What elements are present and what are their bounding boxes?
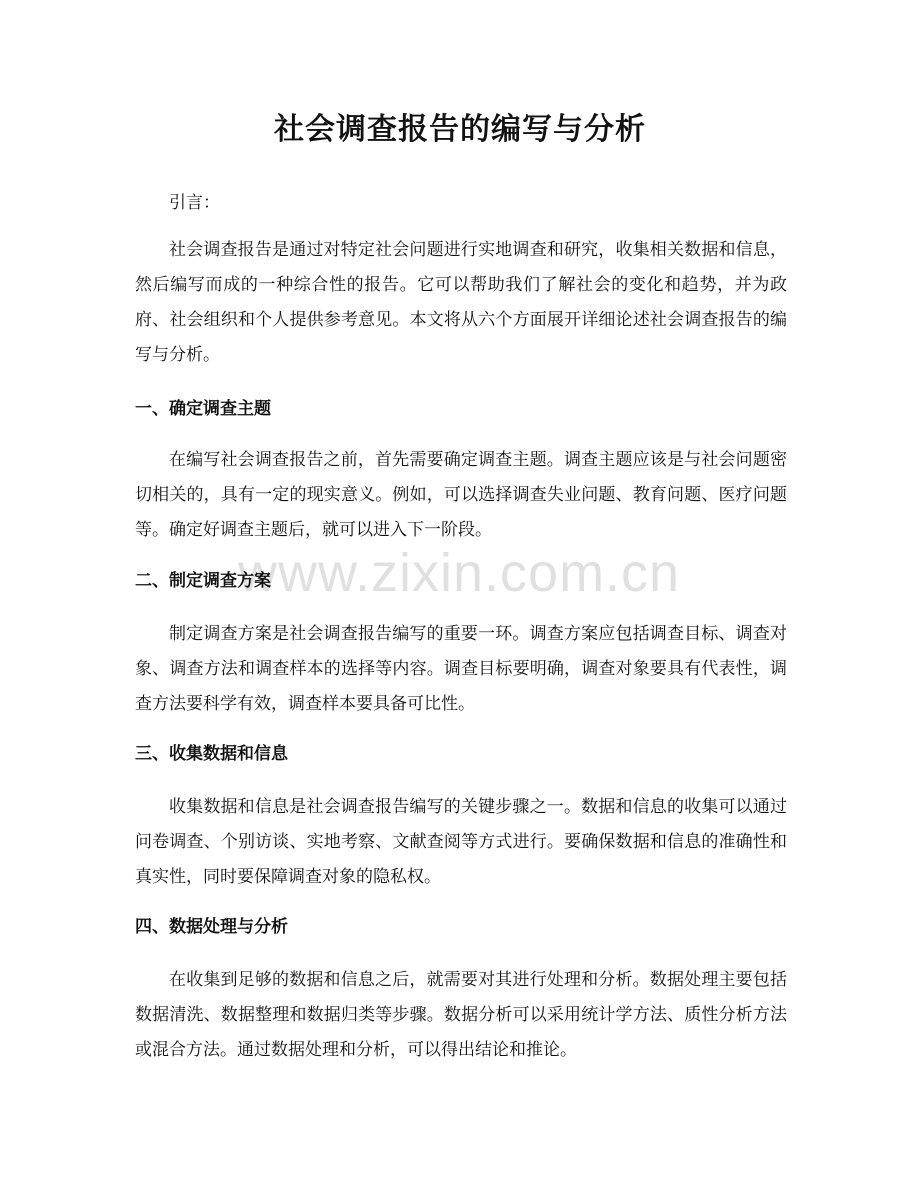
intro-label: 引言： [169, 193, 220, 213]
watermark-text: www.zixin.com.cn [238, 543, 681, 603]
intro-paragraph: 社会调查报告是通过对特定社会问题进行实地调查和研究，收集相关数据和信息，然后编写而成的一种综合性的报告。它可以帮助我们了解社会的变化和趋势，并为政府、社会组织和个人提供参考意见。本文将从六个方面展开详细论述社会调查报告的编写与分析。 [135, 240, 787, 365]
section-body-2: 制定调查方案是社会调查报告编写的重要一环。调查方案应包括调查目标、调查对象、调查方法和调查样本的选择等内容。调查目标要明确，调查对象要具有代表性，调查方法要科学有效，调查样本要具备可比性。 [135, 624, 787, 714]
section-heading-4: 四、数据处理与分析 [135, 917, 288, 937]
document-title: 社会调查报告的编写与分析 [274, 112, 646, 147]
section-body-4: 在收集到足够的数据和信息之后，就需要对其进行处理和分析。数据处理主要包括数据清洗、数据整理和数据归类等步骤。数据分析可以采用统计学方法、质性分析方法或混合方法。通过数据处理和分析，可以得出结论和推论。 [135, 970, 787, 1060]
section-body-1: 在编写社会调查报告之前，首先需要确定调查主题。调查主题应该是与社会问题密切相关的，具有一定的现实意义。例如，可以选择调查失业问题、教育问题、医疗问题等。确定好调查主题后，就可以进入下一阶段。 [135, 450, 787, 540]
section-body-3: 收集数据和信息是社会调查报告编写的关键步骤之一。数据和信息的收集可以通过问卷调查、个别访谈、实地考察、文献查阅等方式进行。要确保数据和信息的准确性和真实性，同时要保障调查对象的隐私权。 [135, 797, 787, 887]
section-heading-1: 一、确定调查主题 [135, 399, 271, 419]
section-heading-3: 三、收集数据和信息 [135, 744, 288, 764]
section-heading-2: 二、制定调查方案 [135, 571, 271, 591]
